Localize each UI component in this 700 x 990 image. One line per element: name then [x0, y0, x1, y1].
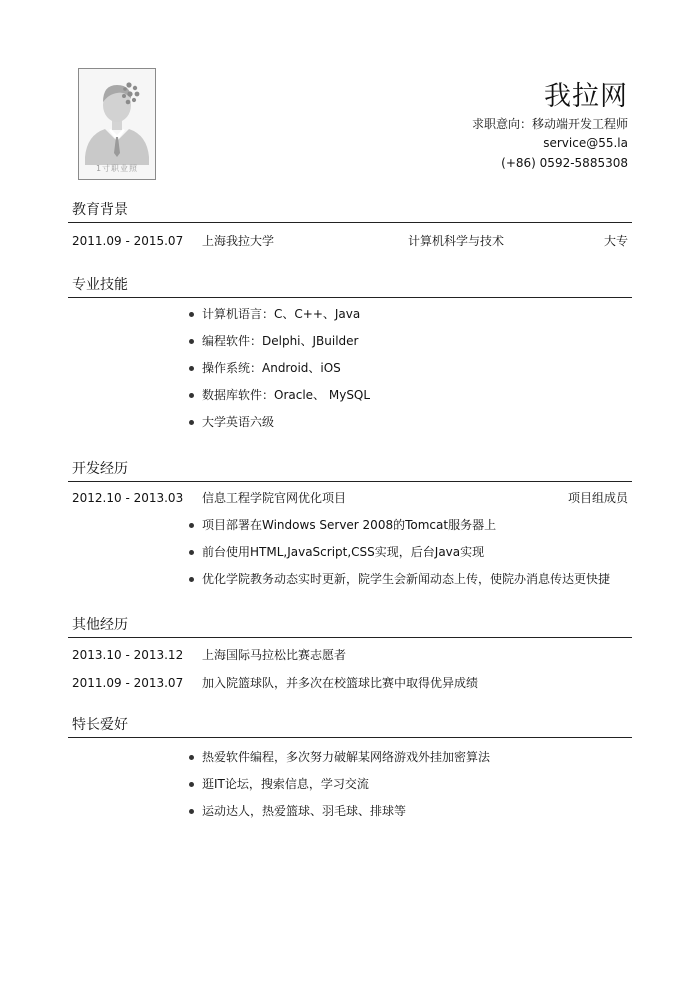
- education-section: [68, 198, 632, 258]
- section-divider: [68, 737, 632, 738]
- list-item: 编程软件：Delphi、JBuilder: [187, 332, 370, 359]
- section-title-hobbies: 特长爱好: [72, 717, 128, 733]
- project-entry: [68, 489, 632, 507]
- project-name: 信息工程学院官网优化项目: [202, 491, 347, 505]
- list-item: 操作系统：Android、iOS: [187, 359, 370, 386]
- list-item: 大学英语六级: [187, 413, 370, 440]
- list-item: 计算机语言：C、C++、Java: [187, 305, 370, 332]
- experience-entry: [68, 674, 632, 692]
- experience-text: 上海国际马拉松比赛志愿者: [202, 648, 347, 662]
- experience-text: 加入院篮球队，并多次在校篮球比赛中取得优异成绩: [202, 676, 479, 690]
- job-objective: 求职意向：移动端开发工程师: [471, 117, 628, 131]
- education-entry: [68, 232, 632, 250]
- project-details-list: [187, 516, 610, 597]
- experience-entry: [68, 646, 632, 664]
- section-title-skills: 专业技能: [72, 277, 128, 293]
- list-item: 热爱软件编程，多次努力破解某网络游戏外挂加密算法: [187, 748, 490, 775]
- skills-list: [187, 305, 370, 440]
- list-item: 数据库软件：Oracle、 MySQL: [187, 386, 370, 413]
- school-name: 上海我拉大学: [202, 234, 275, 248]
- development-section: [68, 457, 632, 597]
- section-divider: [68, 222, 632, 223]
- entry-date: 2012.10 - 2013.03: [72, 491, 184, 505]
- entry-date: 2011.09 - 2013.07: [72, 676, 184, 690]
- phone-number: (+86) 0592-5885308: [501, 156, 628, 170]
- other-experience-section: [68, 613, 632, 703]
- major-name: 计算机科学与技术: [408, 234, 505, 248]
- section-divider: [68, 637, 632, 638]
- degree-label: 大专: [603, 234, 628, 248]
- entry-date: 2013.10 - 2013.12: [72, 648, 184, 662]
- candidate-name: 我拉网: [544, 81, 628, 112]
- skills-section: [68, 273, 632, 443]
- hobbies-section: [68, 713, 632, 833]
- entry-date: 2011.09 - 2015.07: [72, 234, 184, 248]
- list-item: 运动达人，热爱篮球、羽毛球、排球等: [187, 802, 490, 829]
- section-title-other: 其他经历: [72, 617, 128, 633]
- list-item: 逛IT论坛，搜索信息，学习交流: [187, 775, 490, 802]
- list-item: 项目部署在Windows Server 2008的Tomcat服务器上: [187, 516, 610, 543]
- photo-caption: 1寸职业照: [95, 164, 139, 173]
- list-item: 优化学院教务动态实时更新，院学生会新闻动态上传，使院办消息传达更快捷: [187, 570, 610, 597]
- project-role: 项目组成员: [567, 491, 628, 505]
- list-item: 前台使用HTML,JavaScript,CSS实现，后台Java实现: [187, 543, 610, 570]
- section-title-education: 教育背景: [72, 202, 128, 218]
- email-address: service@55.la: [543, 136, 628, 150]
- section-divider: [68, 481, 632, 482]
- profile-photo: [78, 68, 156, 180]
- hobbies-list: [187, 748, 490, 829]
- section-divider: [68, 297, 632, 298]
- section-title-development: 开发经历: [72, 461, 128, 477]
